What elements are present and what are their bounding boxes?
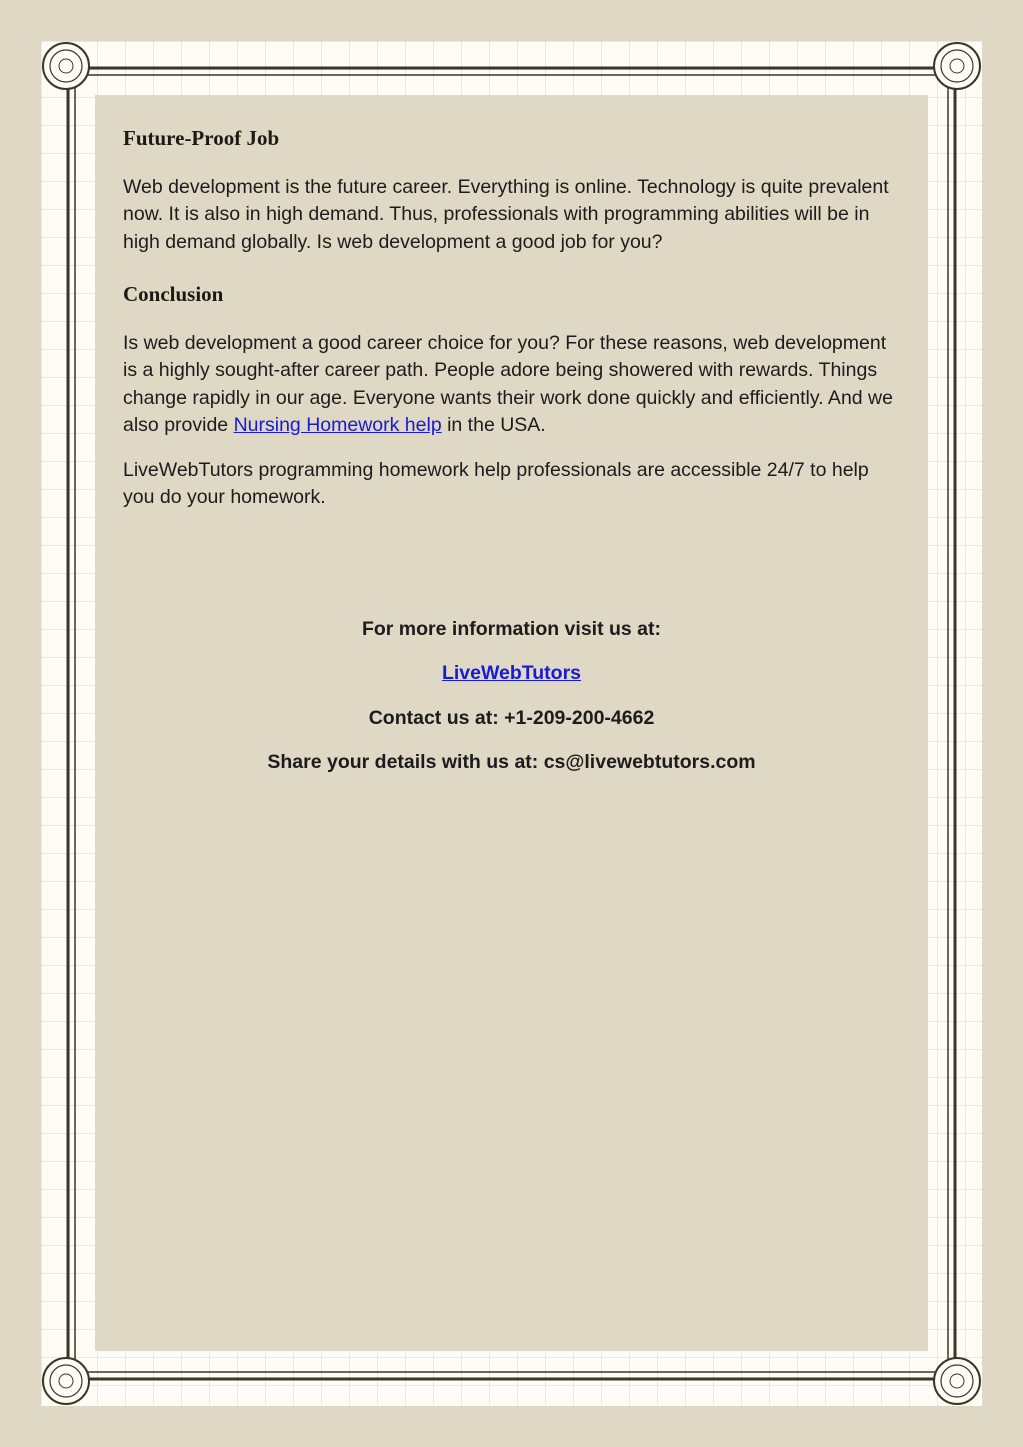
document-page (41, 41, 982, 1406)
info-label: For more information visit us at: (361, 618, 662, 640)
content-area (95, 95, 928, 1351)
conclusion-paragraph (123, 330, 895, 440)
corner-ornament-top-left (43, 43, 89, 89)
section-paragraph-future-proof: Web development is the future career. Everything is online. Technology is quite prevalent now. It is also in high demand. Thus, professionals with programming abilities will be in high demand globally. Is web development a good job for you? (123, 176, 889, 253)
section-heading-future-proof: Future-Proof Job (123, 126, 280, 150)
conclusion-text-after-link: in the USA. (441, 414, 546, 437)
corner-ornament-bottom-right (934, 1358, 980, 1404)
corner-ornament-top-right (934, 43, 980, 89)
contact-line: Contact us at: +1-209-200-4662 (368, 707, 655, 729)
site-link-wrapper (95, 662, 928, 685)
section-heading-conclusion: Conclusion (123, 282, 224, 306)
livewebtutors-paragraph: LiveWebTutors programming homework help professionals are accessible 24/7 to help you do your homework. (123, 459, 869, 509)
livewebtutors-link[interactable]: LiveWebTutors (441, 662, 582, 684)
email-line: Share your details with us at: cs@livewebtutors.com (267, 751, 756, 773)
conclusion-text-before-link: Is web development a good career choice for you? For these reasons, web development is a highly sought-after career path. People adore being showered with rewards. Things change rapidly in our age. Everyone wants their work done quickly and efficiently. And we also provide (123, 332, 893, 437)
nursing-homework-help-link[interactable]: Nursing Homework help (233, 414, 442, 437)
corner-ornament-bottom-left (43, 1358, 89, 1404)
